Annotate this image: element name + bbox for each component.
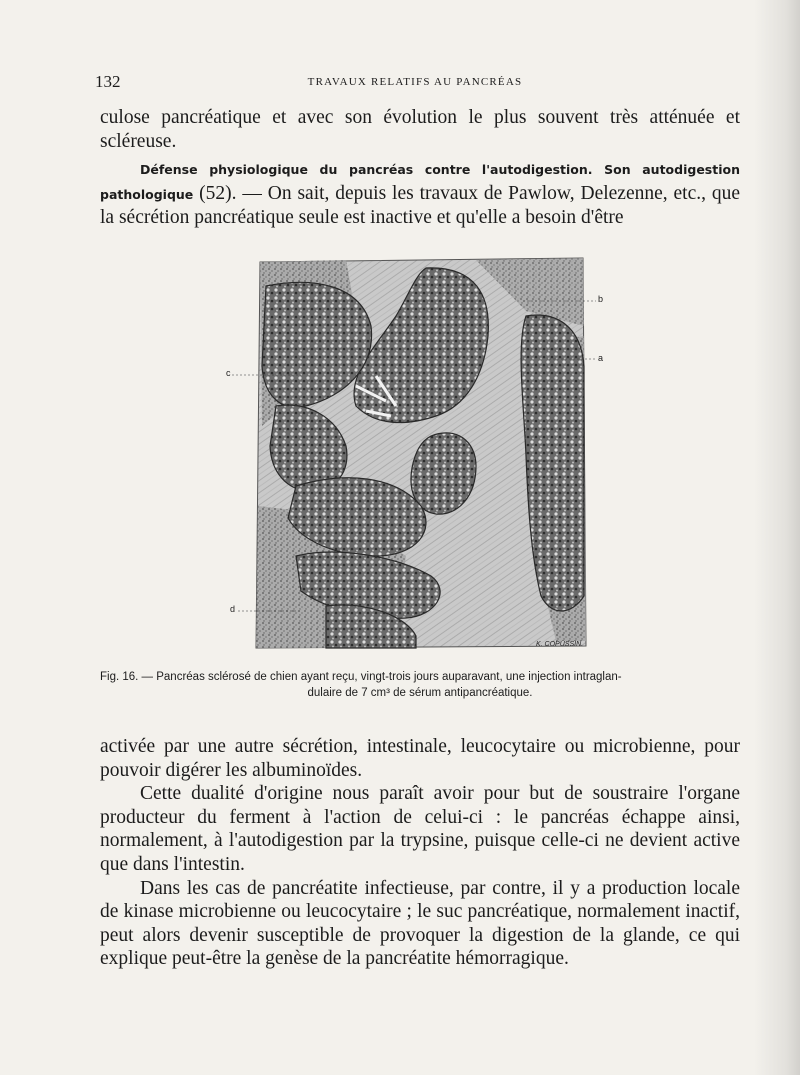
paragraph-2 <box>100 157 740 230</box>
page-edge-shadow <box>754 0 800 1075</box>
caption-line-1: Fig. 16. — Pancréas sclérosé de chien ayant reçu, vingt-trois jours auparavant, une injection intraglan- <box>100 671 622 683</box>
paragraph-4: Cette dualité d'origine nous paraît avoir pour but de soustraire l'organe producteur du ferment à l'action de celui-ci : le pancréas échappe ainsi, normalement, à l'autodigestion par la trypsine, puisque celle-ci ne devient active que dans l'intestin. <box>100 783 740 875</box>
page-number: 132 <box>95 72 121 91</box>
figure-label-c: c <box>226 368 231 378</box>
engraver-signature: K. COPUSSIN. <box>536 641 584 648</box>
section-subhead: Défense physiologique du pancréas contre l'autodigestion. Son autodigestion pathologique <box>100 162 740 202</box>
figure-caption <box>100 669 740 701</box>
figure-histology <box>226 256 616 653</box>
paragraph-2-text: — On sait, depuis les travaux de Pawlow, Delezenne, etc., que la sécrétion pancréatique seule est inactive et qu'elle a besoin d'être <box>100 182 741 229</box>
paragraph-1: culose pancréatique et avec son évolution le plus souvent très atténuée et scléreuse. <box>100 107 740 152</box>
caption-line-2: dulaire de 7 cm³ de sérum antipancréatique. <box>307 687 533 699</box>
histology-illustration <box>226 256 616 653</box>
figure-label-b: b <box>598 294 604 304</box>
running-title: TRAVAUX RELATIFS AU PANCRÉAS <box>307 76 523 88</box>
figure-label-a: a <box>598 353 604 363</box>
paragraph-5: Dans les cas de pancréatite infectieuse, par contre, il y a production locale de kinase microbienne ou leucocytaire ; le suc pancréatique, normalement inactif, peut alors devenir susceptible de provoquer la digestion de la glande, ce qui explique peut-être la genèse de la pancréatite hémorragique. <box>100 877 740 970</box>
text-block-bottom <box>100 735 740 971</box>
reference-number: (52). <box>199 182 237 204</box>
paragraph-3: activée par une autre sécrétion, intestinale, leucocytaire ou microbienne, pour pouvoir digérer les albuminoïdes. <box>100 736 740 781</box>
figure-label-d: d <box>230 604 236 614</box>
text-block-top <box>100 106 740 230</box>
page-header <box>95 72 735 94</box>
